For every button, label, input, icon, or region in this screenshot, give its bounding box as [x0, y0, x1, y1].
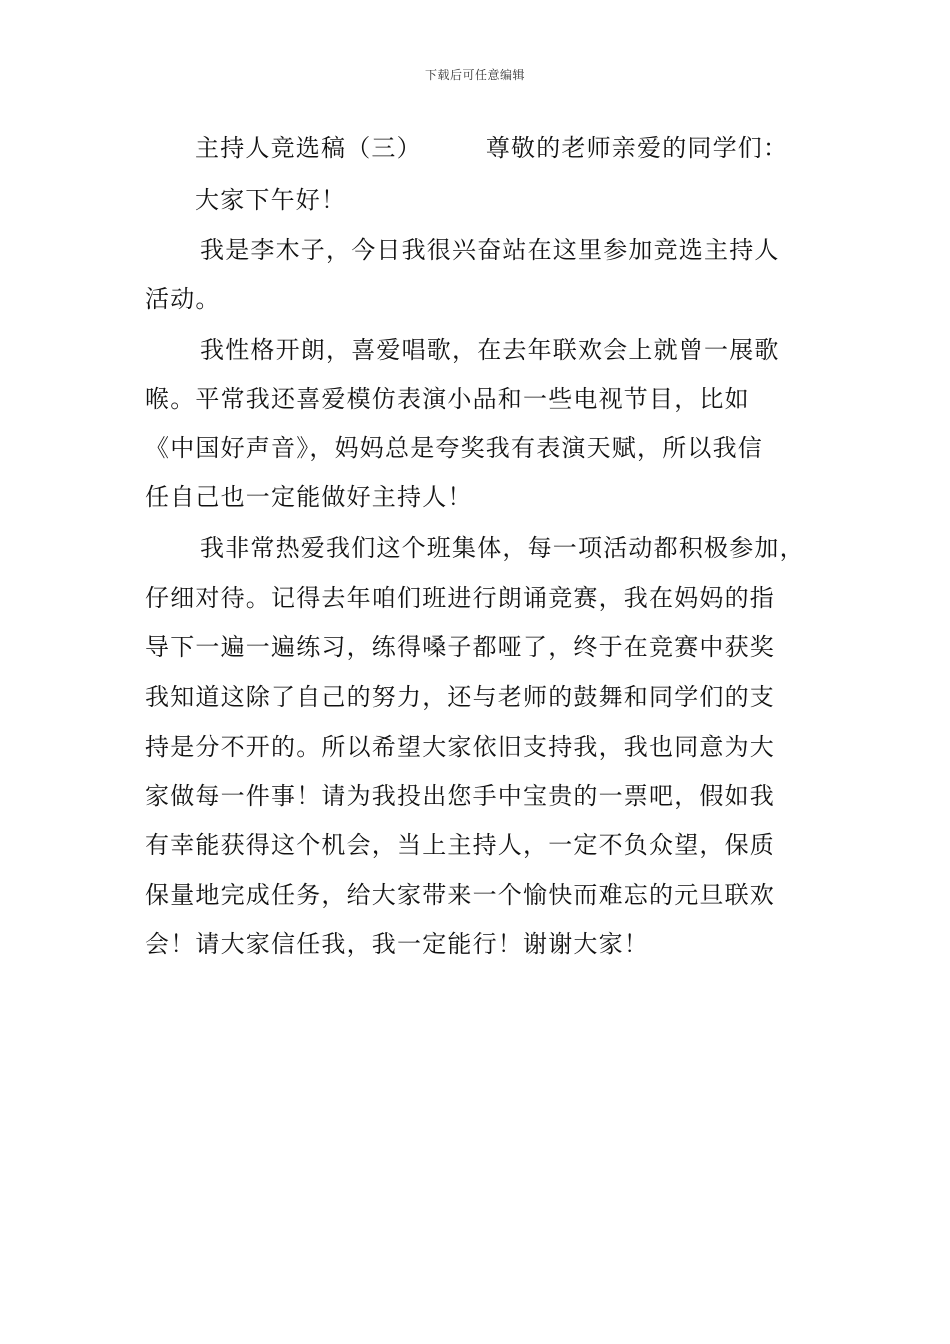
- paragraph-line: 仔细对待。记得去年咱们班进行朗诵竞赛，我在妈妈的指: [145, 584, 775, 612]
- title-salutation-line: [195, 132, 788, 164]
- paragraph-line: 我非常热爱我们这个班集体，每一项活动都积极参加，: [200, 534, 805, 562]
- paragraph-line: 持是分不开的。所以希望大家依旧支持我，我也同意为大: [145, 733, 775, 761]
- paragraph-line: 喉。平常我还喜爱模仿表演小品和一些电视节目，比如: [145, 385, 750, 413]
- paragraph-line: 我性格开朗，喜爱唱歌，在去年联欢会上就曾一展歌: [200, 336, 780, 364]
- header-note: 下载后可任意编辑: [424, 68, 525, 82]
- paragraph-line: 《中国好声音》，妈妈总是夸奖我有表演天赋，所以我信: [145, 434, 763, 462]
- paragraph-line: 有幸能获得这个机会，当上主持人，一定不负众望，保质: [145, 831, 775, 859]
- greeting: 大家下午好！: [195, 186, 347, 214]
- paragraph-line: 我是李木子，今日我很兴奋站在这里参加竞选主持人: [200, 236, 780, 264]
- paragraph-line: 保量地完成任务，给大家带来一个愉快而难忘的元旦联欢: [145, 881, 775, 909]
- paragraph-line: 活动。: [145, 285, 221, 313]
- paragraph-line: 家做每一件事！请为我投出您手中宝贵的一票吧，假如我: [145, 782, 775, 810]
- paragraph-line: 导下一遍一遍练习，练得嗓子都哑了，终于在竞赛中获奖: [145, 633, 775, 661]
- paragraph-line: 我知道这除了自己的努力，还与老师的鼓舞和同学们的支: [145, 683, 775, 711]
- document-title: 主持人竞选稿（三）: [195, 134, 422, 162]
- paragraph-line: 会！请大家信任我，我一定能行！谢谢大家！: [145, 930, 649, 958]
- salutation: 尊敬的老师亲爱的同学们：: [485, 134, 789, 162]
- paragraph-line: 任自己也一定能做好主持人！: [145, 483, 473, 511]
